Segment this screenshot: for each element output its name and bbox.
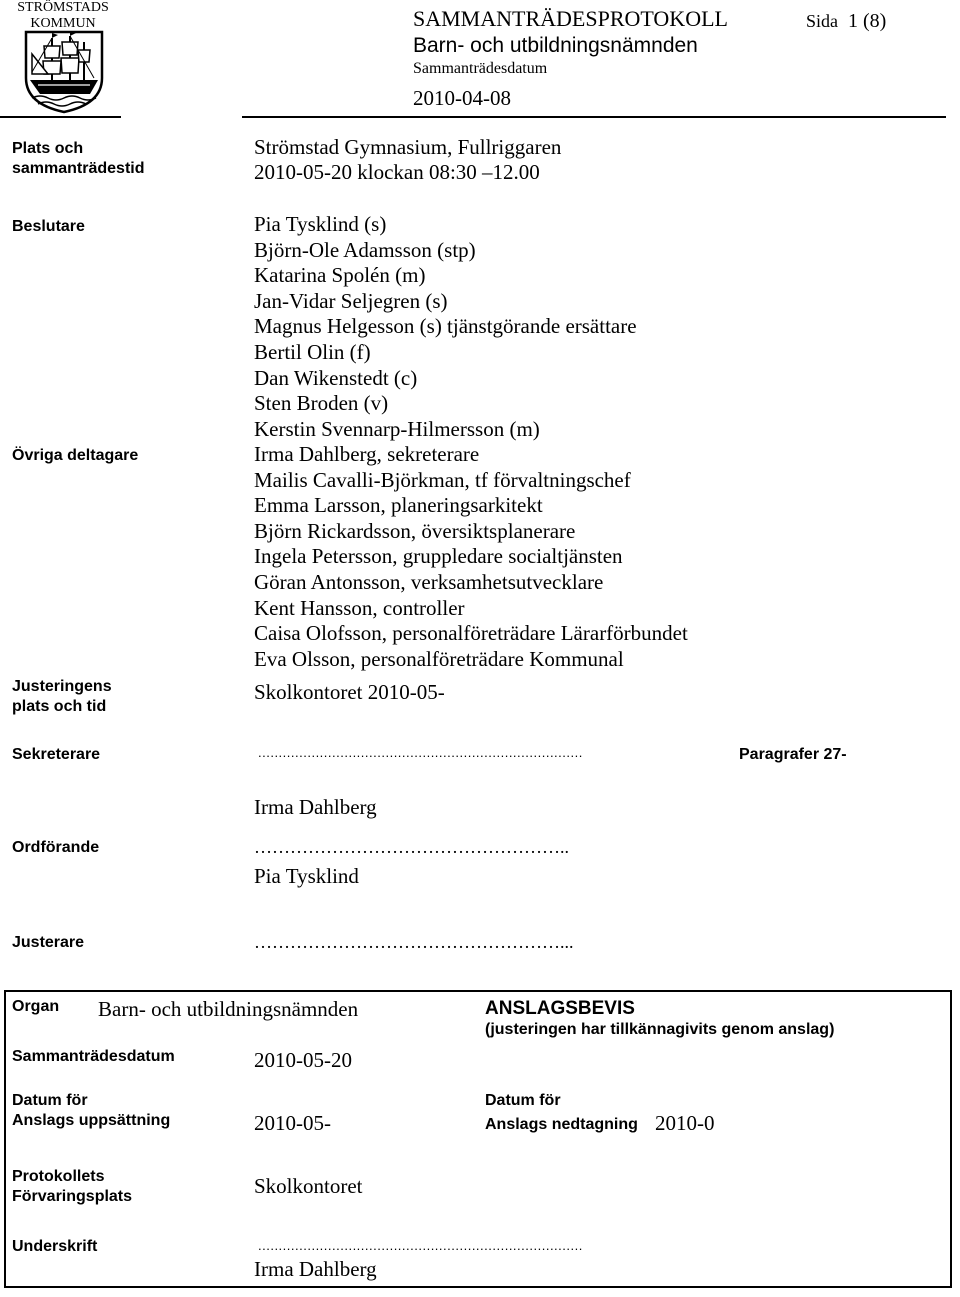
page-indicator: [806, 8, 886, 36]
list-item: Björn-Ole Adamsson (stp): [254, 237, 476, 262]
chair-signature-line: ……………………………………………..: [254, 837, 569, 857]
protocol-title: SAMMANTRÄDESPROTOKOLL: [413, 6, 728, 31]
chair-label: Ordförande: [12, 839, 100, 856]
meeting-date-label: Sammanträdesdatum: [413, 60, 548, 77]
ship-logo-icon: [18, 28, 110, 114]
removal-date-label: Datum för Anslags nedtagning: [485, 1092, 638, 1133]
meeting-place: Strömstad Gymnasium, Fullriggaren: [254, 135, 562, 159]
list-item: Kerstin Svennarp-Hilmersson (m): [254, 416, 540, 441]
header-divider: [0, 116, 121, 118]
storage-place: Skolkontoret: [254, 1174, 363, 1198]
list-item: Mailis Cavalli-Björkman, tf förvaltningschef: [254, 467, 631, 492]
adjustment-place-label: Justeringens plats och tid: [12, 678, 112, 715]
list-item: Eva Olsson, personalföreträdare Kommunal: [254, 646, 624, 671]
notice-title: ANSLAGSBEVIS: [485, 998, 635, 1019]
list-item: Magnus Helgesson (s) tjänstgörande ersättare: [254, 314, 637, 339]
list-item: Emma Larsson, planeringsarkitekt: [254, 493, 543, 518]
page-label: Sida: [806, 11, 839, 31]
committee-name: Barn- och utbildningsnämnden: [413, 34, 698, 57]
posting-date-label: Datum för Anslags uppsättning: [12, 1092, 171, 1129]
list-item: Pia Tysklind (s): [254, 212, 387, 236]
adjuster-label: Justerare: [12, 934, 85, 951]
posting-date: 2010-05-: [254, 1111, 331, 1135]
other-participants-list: [254, 442, 688, 672]
secretary-name: Irma Dahlberg: [254, 795, 377, 819]
list-item: Björn Rickardsson, översiktsplanerare: [254, 518, 576, 543]
other-participants-label: Övriga deltagare: [12, 447, 139, 464]
logo-line-1: STRÖMSTADS: [17, 0, 109, 15]
decision-makers-label: Beslutare: [12, 218, 85, 235]
list-item: Katarina Spolén (m): [254, 263, 426, 288]
chair-name: Pia Tysklind: [254, 864, 359, 888]
secretary-signature-line: ...............................................................................: [258, 745, 583, 760]
adjustment-place: Skolkontoret 2010-05-: [254, 680, 445, 704]
list-item: Ingela Petersson, gruppledare socialtjänsten: [254, 544, 623, 569]
logo-line-2: KOMMUN: [30, 16, 96, 31]
paragraphs-label: Paragrafer 27-: [739, 746, 847, 763]
notice-signature-line: ...............................................................................: [258, 1238, 583, 1253]
meeting-date: 2010-04-08: [413, 86, 511, 110]
list-item: Kent Hansson, controller: [254, 595, 465, 620]
list-item: Bertil Olin (f): [254, 339, 371, 364]
list-item: Dan Wikenstedt (c): [254, 365, 418, 390]
meeting-time: 2010-05-20 klockan 08:30 –12.00: [254, 160, 540, 184]
organ-label: Organ: [12, 998, 60, 1015]
secretary-label: Sekreterare: [12, 746, 101, 763]
page-value: 1 (8): [848, 10, 887, 32]
notice-meeting-date-label: Sammanträdesdatum: [12, 1048, 175, 1065]
list-item: Göran Antonsson, verksamhetsutvecklare: [254, 569, 604, 594]
list-item: Jan-Vidar Seljegren (s): [254, 288, 448, 313]
place-time-label: Plats och sammanträdestid: [12, 140, 145, 177]
list-item: Irma Dahlberg, sekreterare: [254, 442, 480, 466]
storage-place-label: Protokollets Förvaringsplats: [12, 1168, 133, 1205]
notice-signature-name: Irma Dahlberg: [254, 1257, 377, 1281]
signature-label: Underskrift: [12, 1238, 98, 1255]
decision-makers-list: [254, 212, 637, 442]
list-item: Caisa Olofsson, personalföreträdare Lärarförbundet: [254, 621, 688, 646]
list-item: Sten Broden (v): [254, 391, 389, 416]
notice-subtitle: (justeringen har tillkännagivits genom anslag): [485, 1021, 835, 1038]
notice-meeting-date: 2010-05-20: [254, 1048, 352, 1072]
removal-date: 2010-0: [655, 1111, 715, 1135]
organ-value: Barn- och utbildningsnämnden: [98, 997, 359, 1021]
adjuster-signature-line: ……………………………………………...: [254, 932, 574, 952]
header-divider-main: [242, 116, 946, 118]
